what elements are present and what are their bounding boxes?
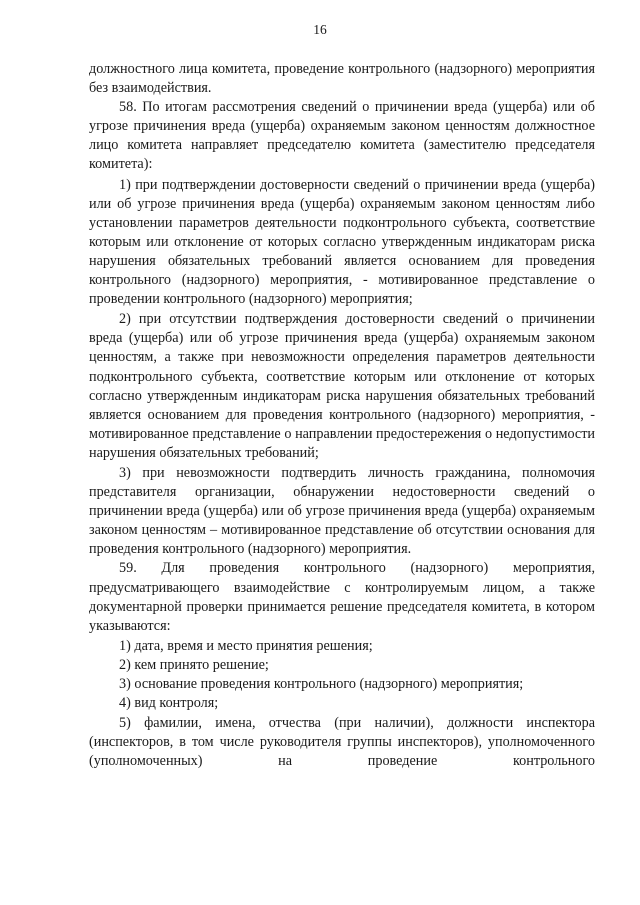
- paragraph-58-item-3: 3) при невозможности подтвердить личность гражданина, полномочия представителя организации, обнаружении недостоверности сведений о причинении вреда (ущерба) или об угрозе причинения вреда (ущерба) охраняемым законом ценностям – мотивированное представление об отсутствии основания для проведения контрольного (надзорного) мероприятия.: [89, 464, 595, 558]
- paragraph-58: 58. По итогам рассмотрения сведений о причинении вреда (ущерба) или об угрозе причинения вреда (ущерба) охраняемым законом ценностям должностное лицо комитета направляет председателю комитета (заместителю председателя комитета):: [89, 99, 595, 173]
- paragraph-59-item-1: 1) дата, время и место принятия решения;: [119, 637, 373, 654]
- paragraph-58-item-2: 2) при отсутствии подтверждения достоверности сведений о причинении вреда (ущерба) или об угрозе причинения вреда (ущерба) охраняемым законом ценностям, а также при невозможности определения параметров деятельности подконтрольного субъекта, соответствие которым или отклонение от которых согласно утвержденным индикаторам риска нарушения обязательных требований является основанием для проведения контрольного (надзорного) мероприятия, - мотивированное представление о направлении предостережения о недопустимости нарушения обязательных требований;: [89, 311, 595, 461]
- paragraph-59-item-2: 2) кем принято решение;: [119, 656, 269, 673]
- paragraph-58-item-1: 1) при подтверждении достоверности сведений о причинении вреда (ущерба) или об угрозе причинения вреда (ущерба) охраняемым законом ценностям либо установлении параметров деятельности подконтрольного субъекта, соответствие которым или отклонение от которых согласно утвержденным индикаторам риска нарушения обязательных требований является основанием для проведения контрольного (надзорного) мероприятия, - мотивированное представление о проведении контрольного (надзорного) мероприятия;: [89, 176, 595, 308]
- paragraph-59: 59. Для проведения контрольного (надзорного) мероприятия, предусматривающего взаимодействие с контролируемым лицом, а также документарной проверки принимается решение председателя комитета, в котором указываются:: [89, 560, 595, 634]
- paragraph-59-item-5: 5) фамилии, имена, отчества (при наличии), должности инспектора (инспекторов, в том числе руководителя группы инспекторов), уполномоченного (уполномоченных) на проведение контрольного: [89, 715, 595, 770]
- document-body: [89, 60, 595, 771]
- paragraph-continuation: должностного лица комитета, проведение контрольного (надзорного) мероприятия без взаимодействия.: [89, 61, 595, 97]
- paragraph-59-item-3: 3) основание проведения контрольного (надзорного) мероприятия;: [119, 676, 524, 692]
- paragraph-59-item-4: 4) вид контроля;: [119, 695, 219, 712]
- page-number: 16: [313, 22, 327, 37]
